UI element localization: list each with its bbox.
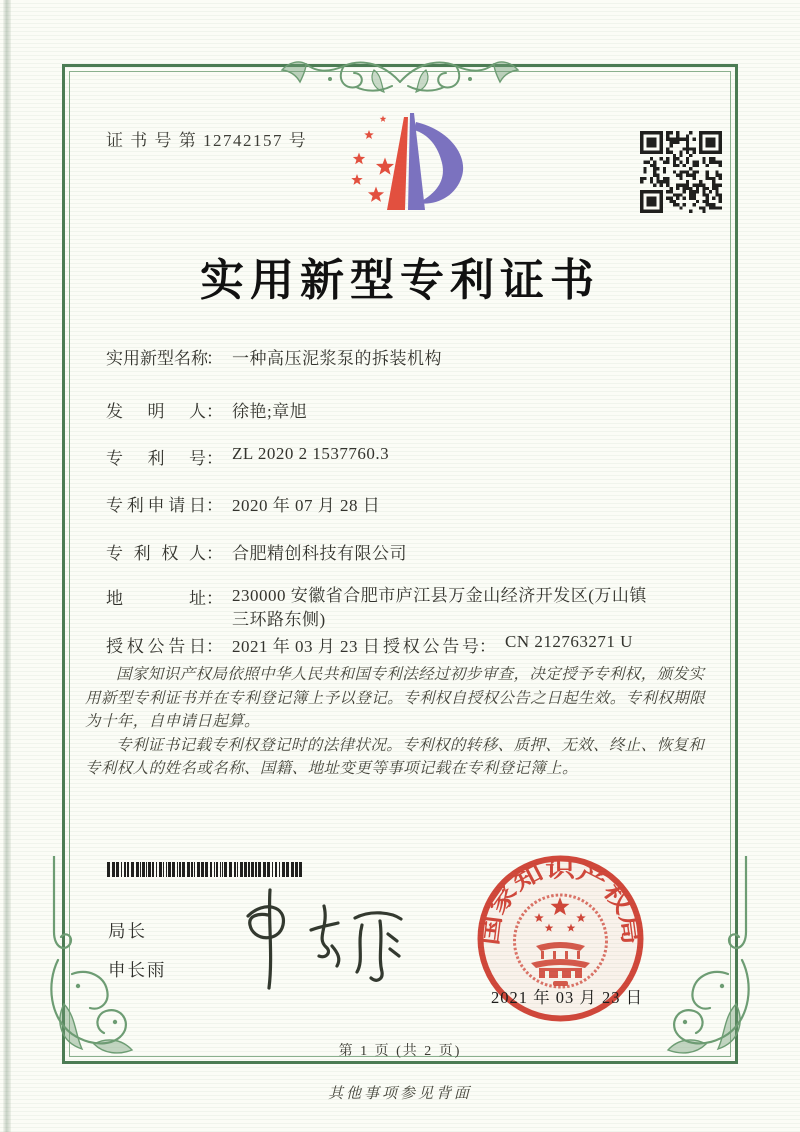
field-colon: ： [206,349,223,368]
body-paragraph-2: 专利证书记载专利权登记时的法律状况。专利权的转移、质押、无效、终止、恢复和专利权人的姓名或名称、国籍、地址变更等事项记载在专利登记簿上。 [85,736,705,777]
director-name: 申长雨 [108,960,167,980]
field-colon: ： [206,402,223,421]
field-label: 专利权人 [106,544,206,563]
field-label: 专利号 [106,449,206,468]
scan-edge-shadow [3,0,11,1132]
field-value: 2020 年 07 月 28 日 [232,496,381,515]
logo-stars-group [351,116,394,202]
field-row-patent-number [106,444,389,469]
logo-red-wedge [387,117,408,210]
field-colon: ： [206,544,223,563]
body-paragraph-1: 国家知识产权局依照中华人民共和国专利法经过初步审查，决定授予专利权，颁发实用新型专利证书并在专利登记簿上予以登记。专利权自授权公告之日起生效。专利权期限为十年，自申请日起算。 [85,666,706,730]
barcode [107,862,307,877]
field-value: ZL 2020 2 1537760.3 [232,444,390,463]
field-row-grant [106,632,633,657]
field-colon: ： [206,449,223,468]
director-signature [228,886,413,991]
back-note: 其他事项参见背面 [327,1086,472,1102]
field-value: 230000 安徽省合肥市庐江县万金山经济开发区(万山镇三环路东侧) [232,586,647,629]
field-colon: ： [206,496,223,515]
field-value: 合肥精创科技有限公司 [232,544,407,563]
field-colon: ： [206,637,223,656]
signer-block [108,918,167,982]
grant-date-label: 授权公告日 [106,637,206,656]
grant-number-value: CN 212763271 U [505,632,633,651]
qr-code [640,131,722,213]
grant-number-group [383,632,633,657]
legal-text-block [85,663,715,781]
field-label: 发明人 [106,402,206,421]
grant-number-label: 授权公告号 [383,637,479,656]
field-row-inventor [106,397,307,422]
seal-agency-text: 国家知识产权局 [477,856,643,947]
field-row-patentee [106,539,407,564]
grant-date-value: 2021 年 03 月 23 日 [232,637,381,656]
certificate-number: 证 书 号 第 12742157 号 [106,131,308,150]
cnipa-logo [338,110,473,222]
field-value: 一种高压泥浆泵的拆装机构 [232,349,442,368]
page-number: 第 1 页 (共 2 页) [338,1044,462,1059]
field-row-address [106,584,664,632]
field-colon: ： [206,589,223,608]
field-label: 地址 [106,589,206,608]
field-row-name [106,344,442,369]
field-value: 徐艳;章旭 [232,402,308,421]
seal-date: 2021 年 03 月 23 日 [491,988,644,1007]
field-row-filing-date [106,491,380,516]
field-label: 实用新型名称 [106,349,208,368]
field-colon: ： [479,637,496,656]
field-label: 专利申请日 [106,496,206,515]
certificate-title: 实用新型专利证书 [200,256,600,305]
director-title: 局长 [108,921,147,941]
